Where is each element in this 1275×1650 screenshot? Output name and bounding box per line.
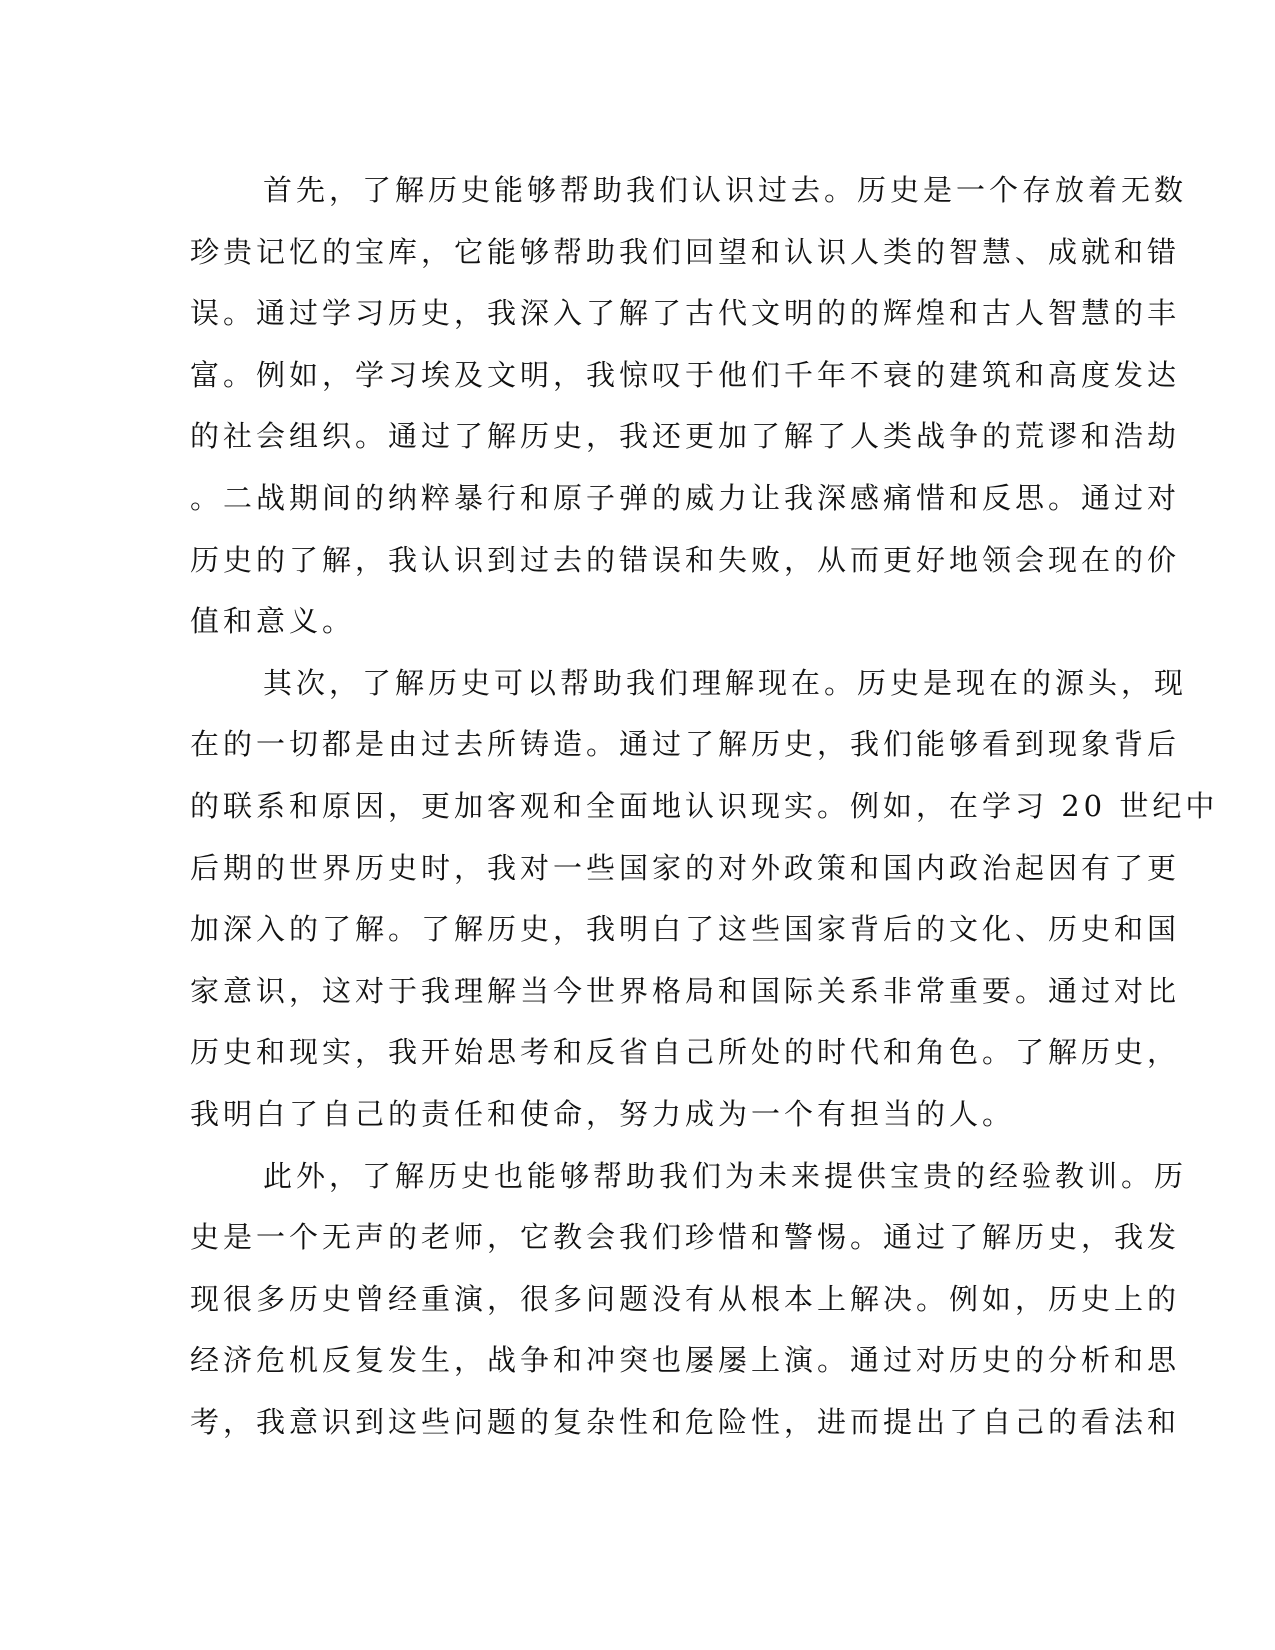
paragraph-2-line-5: 加深入的了解。了解历史，我明白了这些国家背后的文化、历史和国: [190, 912, 1181, 947]
paragraph-3-line-5: 考，我意识到这些问题的复杂性和危险性，进而提出了自己的看法和: [190, 1404, 1181, 1439]
paragraph-2-line-4: 后期的世界历史时，我对一些国家的对外政策和国内政治起因有了更: [190, 850, 1181, 885]
paragraph-1-line-5: 的社会组织。通过了解历史，我还更加了解了人类战争的荒谬和浩劫: [190, 419, 1181, 454]
paragraph-1-line-6: 。二战期间的纳粹暴行和原子弹的威力让我深感痛惜和反思。通过对: [190, 480, 1181, 515]
paragraph-1-line-2: 珍贵记忆的宝库，它能够帮助我们回望和认识人类的智慧、成就和错: [190, 234, 1181, 269]
document-body: [190, 160, 1219, 1453]
paragraph-3-line-2: 史是一个无声的老师，它教会我们珍惜和警惕。通过了解历史，我发: [190, 1220, 1181, 1255]
paragraph-2-line-2: 在的一切都是由过去所铸造。通过了解历史，我们能够看到现象背后: [190, 727, 1181, 762]
paragraph-2-line-1: 其次，了解历史可以帮助我们理解现在。历史是现在的源头，现: [263, 665, 1188, 700]
paragraph-2-line-6: 家意识，这对于我理解当今世界格局和国际关系非常重要。通过对比: [190, 973, 1181, 1008]
paragraph-2-line-3: 的联系和原因，更加客观和全面地认识现实。例如，在学习 20 世纪中: [190, 788, 1219, 823]
paragraph-3-line-1: 此外，了解历史也能够帮助我们为未来提供宝贵的经验教训。历: [263, 1158, 1188, 1193]
paragraph-1-line-4: 富。例如，学习埃及文明，我惊叹于他们千年不衰的建筑和高度发达: [190, 357, 1181, 392]
paragraph-1-line-7: 历史的了解，我认识到过去的错误和失败，从而更好地领会现在的价: [190, 542, 1181, 577]
paragraph-2-line-7: 历史和现实，我开始思考和反省自己所处的时代和角色。了解历史，: [190, 1035, 1181, 1070]
paragraph-2-line-8: 我明白了自己的责任和使命，努力成为一个有担当的人。: [190, 1096, 1016, 1131]
paragraph-1-line-1: 首先，了解历史能够帮助我们认识过去。历史是一个存放着无数: [263, 173, 1188, 207]
paragraph-3-line-3: 现很多历史曾经重演，很多问题没有从根本上解决。例如，历史上的: [190, 1281, 1181, 1316]
paragraph-3-line-4: 经济危机反复发生，战争和冲突也屡屡上演。通过对历史的分析和思: [190, 1343, 1181, 1378]
paragraph-1-line-8: 值和意义。: [190, 604, 356, 639]
paragraph-1-line-3: 误。通过学习历史，我深入了解了古代文明的的辉煌和古人智慧的丰: [190, 296, 1181, 331]
